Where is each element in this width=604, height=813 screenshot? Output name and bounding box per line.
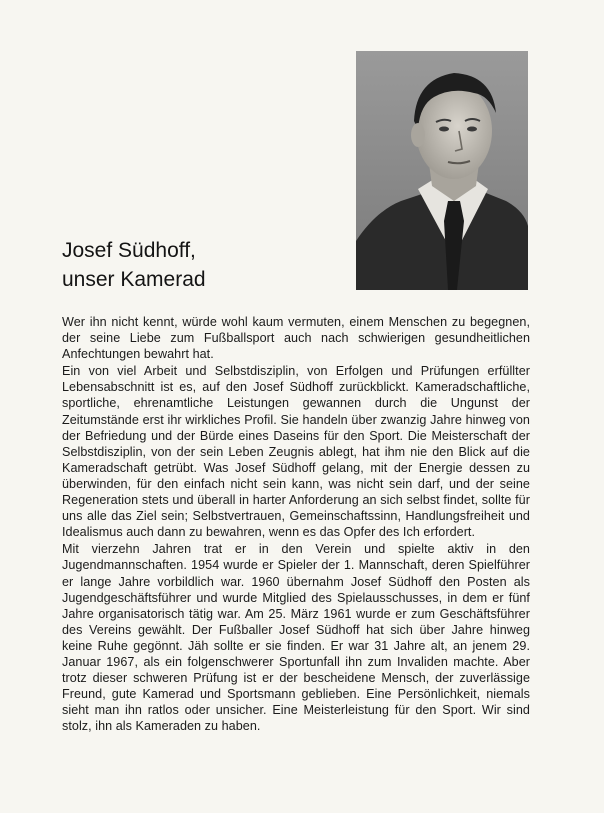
paragraph-intro: Wer ihn nicht kennt, würde wohl kaum vermuten, einem Menschen zu begegnen, der seine Liebe zum Fußballsport auch nach schwierigen gesundheitlichen Anfechtungen bewahrt hat. xyxy=(62,315,530,362)
article-body xyxy=(62,314,530,735)
title-line-1: Josef Südhoff, xyxy=(62,239,196,262)
paragraph-character: Ein von viel Arbeit und Selbstdisziplin, von Erfolgen und Prüfungen erfüllter Lebensabschnitt ist es, auf den Josef Südhoff zurückblickt. Kameradschaftliche, sportliche, ehrenamtliche Leistungen gewannen durch die Ungunst der Zeitumstände erst ihr wirkliches Profil. Sie handeln über zwanzig Jahre hinweg von der Befriedung und der Bürde eines Daseins für den Sport. Die Meisterschaft der Selbstdisziplin, von der sein Leben Zeugnis ablegt, hat ihm nie den Blick auf die Kameradschaft getrübt. Was Josef Südhoff gelang, mit der Energie dessen zu überwinden, für den einfach nicht sein kann, was nicht sein darf, und der seine Regeneration stets und überall in harter Anforderung an sich selbst findet, sollte für uns alle das Ziel sein; Selbstvertrauen, Gemeinschaftssinn, Handlungsfreiheit und Idealismus auch dann zu bewahren, wenn es das Opfer des Ich erfordert. xyxy=(62,364,530,540)
article-title xyxy=(62,236,206,294)
portrait-illustration xyxy=(356,51,528,290)
title-line-2: unser Kamerad xyxy=(62,268,206,291)
paragraph-career: Mit vierzehn Jahren trat er in den Verein und spielte aktiv in den Jugendmannschaften. 1954 wurde er Spieler der 1. Mannschaft, deren Spielführer er lange Jahre vorbildlich war. 1960 übernahm Josef Südhoff den Posten als Jugendgeschäftsführer und wurde Mitglied des Spielausschusses, in dem er fünf Jahre organisatorisch tätig war. Am 25. März 1961 wurde er zum Geschäftsführer des Vereins gewählt. Der Fußballer Josef Südhoff hat sich über Jahre hinweg keine Ruhe gegönnt. Jäh sollte er sie finden. Er war 31 Jahre alt, an jenem 29. Januar 1967, als ein folgenschwerer Sportunfall ihn zum Invaliden machte. Aber trotz dieser schweren Prüfung ist er der bescheidene Mensch, der zuverlässige Freund, gute Kamerad und Sportsmann geblieben. Eine Persönlichkeit, niemals sieht man ihn ratlos oder unsicher. Eine Meisterleistung für den Sport. Wir sind stolz, ihn als Kameraden zu haben. xyxy=(62,542,530,734)
portrait-photo xyxy=(356,51,528,290)
